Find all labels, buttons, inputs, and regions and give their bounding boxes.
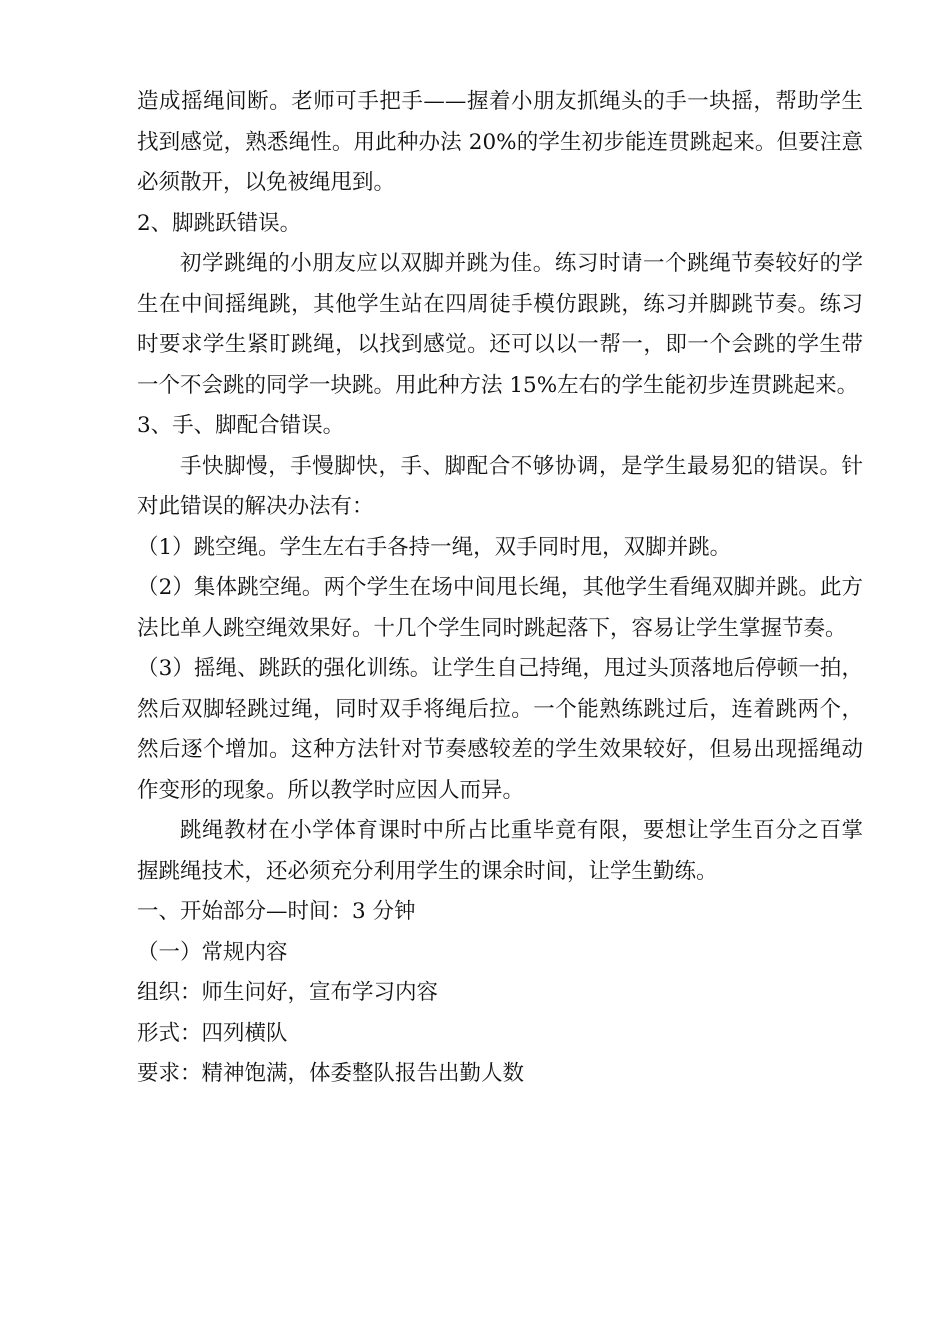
list-item-1: （1）跳空绳。学生左右手各持一绳，双手同时甩，双脚并跳。 bbox=[137, 534, 732, 560]
paragraph-practice-note: 跳绳教材在小学体育课时中所占比重毕竟有限，要想让学生百分之百掌握跳绳技术，还必须充分利用学生的课余时间，让学生勤练。 bbox=[137, 818, 863, 884]
line-formation: 形式：四列横队 bbox=[137, 1020, 288, 1046]
paragraph-hand-foot-intro: 手快脚慢，手慢脚快，手、脚配合不够协调，是学生最易犯的错误。针对此错误的解决办法有： bbox=[137, 453, 863, 519]
heading-hand-foot-error: 3、手、脚配合错误。 bbox=[137, 413, 345, 438]
heading-start-section: 一、开始部分—时间：3 分钟 bbox=[137, 899, 416, 924]
line-organization: 组织：师生问好，宣布学习内容 bbox=[137, 980, 439, 1005]
list-item-3: （3）摇绳、跳跃的强化训练。让学生自己持绳，甩过头顶落地后停顿一拍，然后双脚轻跳过绳，同时双手将绳后拉。一个能熟练跳过后，连着跳两个，然后逐个增加。这种方法针对节奏感较差的学生效果较好，但易出现摇绳动作变形的现象。所以教学时应因人而异。 bbox=[137, 656, 863, 803]
paragraph-foot-jump-method: 初学跳绳的小朋友应以双脚并跳为佳。练习时请一个跳绳节奏较好的学生在中间摇绳跳，其他学生站在四周徒手模仿跟跳，练习并脚跳节奏。练习时要求学生紧盯跳绳，以找到感觉。还可以以一帮一，即一个会跳的学生带一个不会跳的同学一块跳。用此种方法 15%左右的学生能初步连贯跳起来。 bbox=[137, 251, 863, 398]
list-item-2: （2）集体跳空绳。两个学生在场中间甩长绳，其他学生看绳双脚并跳。此方法比单人跳空绳效果好。十几个学生同时跳起落下，容易让学生掌握节奏。 bbox=[137, 575, 863, 641]
heading-routine-content: （一）常规内容 bbox=[137, 939, 288, 965]
line-requirements: 要求：精神饱满，体委整队报告出勤人数 bbox=[137, 1061, 525, 1086]
heading-foot-jump-error: 2、脚跳跃错误。 bbox=[137, 210, 302, 236]
document-page bbox=[137, 82, 863, 1095]
paragraph-rope-break: 造成摇绳间断。老师可手把手——握着小朋友抓绳头的手一块摇，帮助学生找到感觉，熟悉绳性。用此种办法 20%的学生初步能连贯跳起来。但要注意必须散开，以免被绳甩到。 bbox=[137, 89, 863, 195]
